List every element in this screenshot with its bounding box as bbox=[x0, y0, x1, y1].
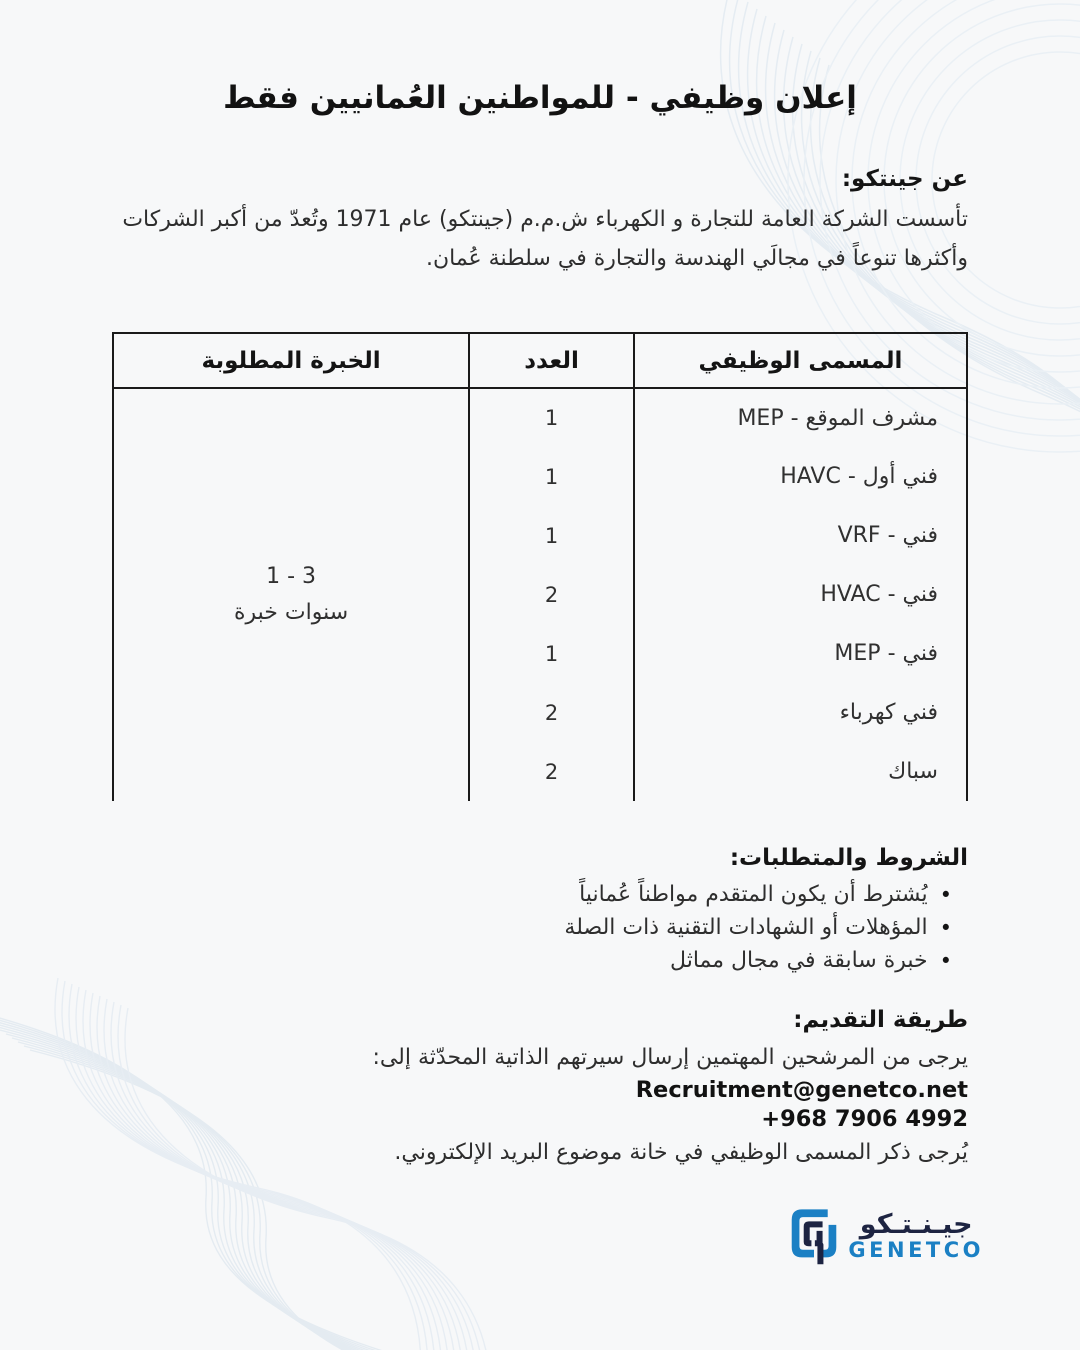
jobs-table-header-row bbox=[113, 333, 967, 388]
genetco-logo-latin: GENETCO bbox=[848, 1237, 984, 1262]
requirement-text: يُشترط أن يكون المتقدم مواطناً عُمانياً bbox=[579, 882, 928, 907]
experience-range: 1 - 3 bbox=[266, 564, 317, 589]
application-intro: يرجى من المرشحين المهتمين إرسال سيرتهم الذاتية المحدّثة إلى: bbox=[372, 1045, 968, 1070]
job-count-cell: 1 bbox=[469, 388, 634, 447]
page-title: إعلان وظيفي - للمواطنين العُمانيين فقط bbox=[223, 80, 857, 116]
job-count-cell: 1 bbox=[469, 506, 634, 565]
job-title-cell: فني - VRF bbox=[634, 506, 967, 565]
requirements-heading: الشروط والمتطلبات: bbox=[729, 845, 968, 871]
genetco-logo-text bbox=[848, 1208, 984, 1262]
job-count-cell: 2 bbox=[469, 683, 634, 742]
col-header-count: العدد bbox=[469, 333, 634, 388]
job-title-cell: فني كهرباء bbox=[634, 683, 967, 742]
col-header-experience: الخبرة المطلوبة bbox=[113, 333, 469, 388]
job-title-cell: سباك bbox=[634, 742, 967, 801]
job-title-cell: فني - HVAC bbox=[634, 565, 967, 624]
bullet-icon: • bbox=[939, 883, 952, 907]
requirement-text: خبرة سابقة في مجال مماثل bbox=[670, 948, 928, 973]
about-heading: عن جينتكو: bbox=[841, 166, 968, 192]
flyer-content bbox=[0, 80, 1080, 1169]
about-paragraph: تأسست الشركة العامة للتجارة و الكهرباء ش.م.م (جينتكو) عام 1971 وتُعدّ من أكبر الشركات وأكثرها تنوعاً في مجالَي الهندسة والتجارة في سلطنة عُمان. bbox=[122, 207, 968, 271]
job-title-cell: مشرف الموقع - MEP bbox=[634, 388, 967, 447]
requirements-section bbox=[112, 845, 968, 977]
list-item bbox=[112, 879, 968, 911]
job-count-cell: 2 bbox=[469, 565, 634, 624]
recruitment-email: Recruitment@genetco.net bbox=[635, 1077, 968, 1103]
about-section bbox=[112, 166, 968, 278]
contact-phone: +968 7906 4992 bbox=[761, 1106, 968, 1132]
list-item bbox=[112, 912, 968, 944]
experience-cell bbox=[113, 388, 469, 801]
genetco-logo bbox=[788, 1206, 984, 1266]
application-section bbox=[112, 1007, 968, 1169]
job-count-cell: 2 bbox=[469, 742, 634, 801]
genetco-logo-arabic: جيـنـتـكو bbox=[859, 1208, 973, 1240]
genetco-logo-mark bbox=[788, 1206, 840, 1266]
list-item bbox=[112, 945, 968, 977]
job-title-cell: فني - MEP bbox=[634, 624, 967, 683]
jobs-table bbox=[112, 332, 968, 801]
application-note: يُرجى ذكر المسمى الوظيفي في خانة موضوع البريد الإلكتروني. bbox=[394, 1140, 968, 1165]
job-count-cell: 1 bbox=[469, 447, 634, 506]
job-title-cell: فني أول - HAVC bbox=[634, 447, 967, 506]
bullet-icon: • bbox=[939, 949, 952, 973]
experience-label: سنوات خبرة bbox=[233, 600, 349, 625]
job-count-cell: 1 bbox=[469, 624, 634, 683]
application-heading: طريقة التقديم: bbox=[793, 1007, 968, 1033]
requirement-text: المؤهلات أو الشهادات التقنية ذات الصلة bbox=[564, 915, 928, 940]
col-header-job-title: المسمى الوظيفي bbox=[634, 333, 967, 388]
bullet-icon: • bbox=[939, 916, 952, 940]
table-row bbox=[113, 388, 967, 447]
